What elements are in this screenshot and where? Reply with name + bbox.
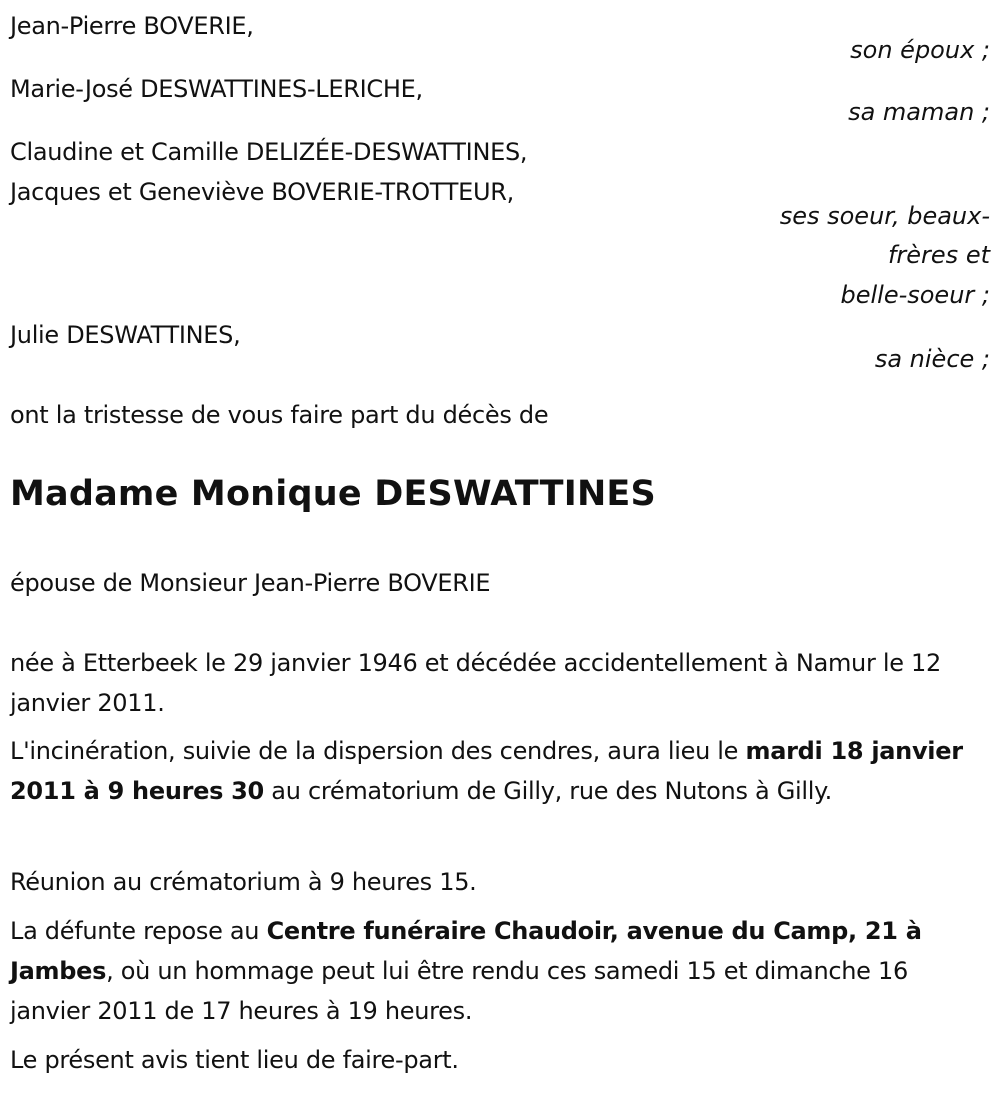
cremation-outro: au crématorium de Gilly, rue des Nutons à Gilly.	[263, 777, 832, 805]
meeting-text: Réunion au crématorium à 9 heures 15.	[10, 868, 477, 896]
repose-paragraph	[10, 911, 990, 1031]
niece-name: Julie DESWATTINES,	[10, 321, 241, 349]
niece-relation: sa nièce ;	[874, 345, 990, 373]
cremation-intro: L'incinération, suivie de la dispersion des cendres, aura lieu le	[10, 737, 746, 765]
deceased-name: Madame Monique DESWATTINES	[10, 474, 656, 514]
announcement-text: ont la tristesse de vous faire part du décès de	[10, 401, 549, 429]
closing-text: Le présent avis tient lieu de faire-part.	[10, 1046, 459, 1074]
siblings-relation-1: ses soeur, beaux-	[779, 202, 990, 230]
cremation-date: mardi 18 janvier 2011 à 9 heures 30	[10, 737, 963, 805]
repose-intro: La défunte repose au	[10, 917, 267, 945]
repose-outro: , où un hommage peut lui être rendu ces samedi 15 et dimanche 16 janvier 2011 de 17 heures à 19 heures.	[10, 957, 908, 1025]
siblings-name-2: Jacques et Geneviève BOVERIE-TROTTEUR,	[10, 178, 514, 206]
mother-name: Marie-José DESWATTINES-LERICHE,	[10, 75, 423, 103]
spouse-relation: son époux ;	[850, 36, 990, 64]
siblings-relation-2: frères et	[887, 241, 990, 269]
siblings-name-1: Claudine et Camille DELIZÉE-DESWATTINES,	[10, 138, 528, 166]
siblings-relation-3: belle-soeur ;	[840, 281, 990, 309]
cremation-paragraph	[10, 731, 990, 811]
mother-relation: sa maman ;	[848, 98, 990, 126]
birth-death-text: née à Etterbeek le 29 janvier 1946 et décédée accidentellement à Namur le 12 janvier 2011.	[10, 649, 941, 717]
repose-place: Centre funéraire Chaudoir, avenue du Camp, 21 à Jambes	[10, 917, 922, 985]
spouse-of-text: épouse de Monsieur Jean-Pierre BOVERIE	[10, 569, 491, 597]
spouse-name: Jean-Pierre BOVERIE,	[10, 12, 254, 40]
